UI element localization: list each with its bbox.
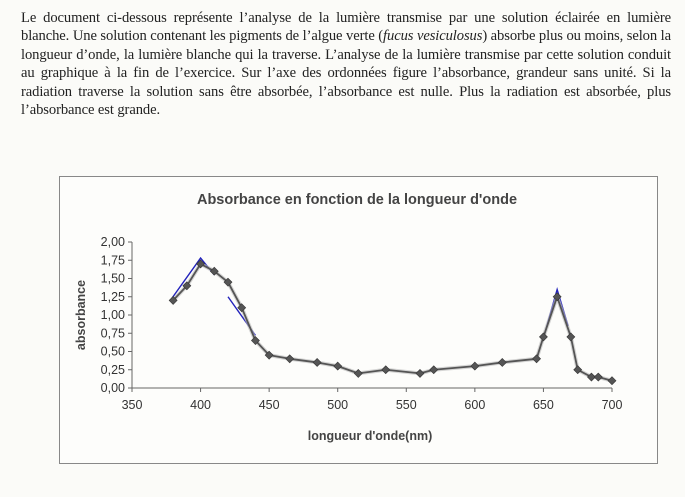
y-tick-label: 0,00 [100,381,125,395]
data-point [382,366,390,374]
x-tick-label: 450 [258,398,280,412]
x-tick-label: 500 [327,398,349,412]
y-tick-label: 1,25 [100,289,125,304]
y-tick-label: 0,75 [100,326,125,341]
intro-paragraph [21,9,671,119]
chart-title: Absorbance en fonction de la longueur d'onde [196,192,518,208]
data-point [286,355,294,363]
y-tick-label: 1,50 [100,271,125,286]
series-halo [173,264,612,381]
data-point [498,358,506,366]
y-tick-label: 0,25 [100,362,125,377]
species-name: fucus vesiculosus [383,28,483,45]
y-tick-label: 1,00 [100,308,125,322]
y-tick-label: 2,00 [100,235,125,249]
data-point [471,362,479,370]
data-point [313,358,321,366]
intro-text-part1: Le document ci-dessous représente l’analyse de la lumière transmise par une solution éclairée en lumière blanche. Une solution contenant les pigments de l’algue verte ( [21,10,671,45]
x-tick-label: 650 [532,398,554,412]
y-tick-label: 0,50 [100,344,125,359]
x-tick-label: 600 [464,398,486,412]
x-tick-label: 700 [601,398,623,412]
y-tick-label: 1,75 [100,253,125,268]
absorbance-chart [60,177,657,463]
x-tick-label: 400 [190,398,212,412]
intro-text-part2: ) absorbe plus ou moins, selon la longueur d’onde, la lumière blanche qui la traverse. L’analyse de la lumière transmise par cette solution conduit au graphique à la fin de l’exercice. Sur l’axe des ordonnées figure l’absorbance, grandeur sans unité. Si la radiation traverse la solution sans être absorbée, l’absorbance est nulle. Plus la radiation est absorbée, plus l’absorbance est grande. [21,28,671,119]
chart-frame [59,176,658,464]
y-axis-label: absorbance [74,279,88,351]
x-axis-label: longueur d'onde(nm) [307,429,433,443]
series-line [173,264,612,381]
x-tick-label: 350 [121,398,143,412]
x-tick-label: 550 [395,398,417,412]
